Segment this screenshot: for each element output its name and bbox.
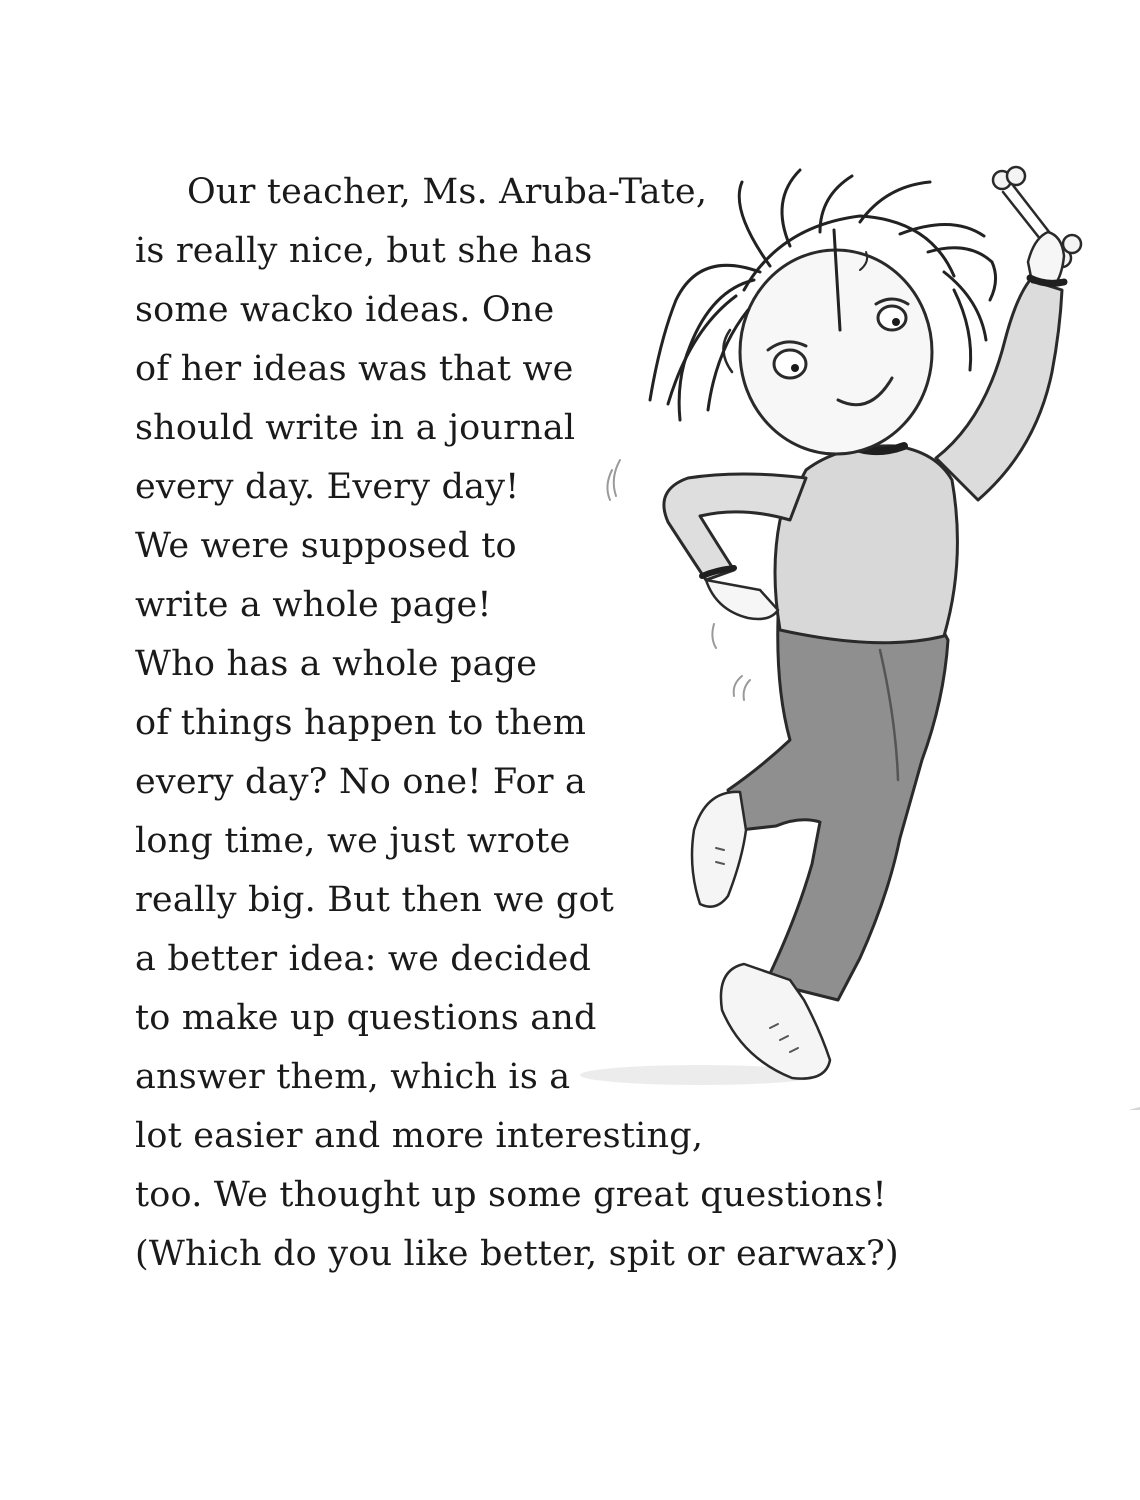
story-line: too. We thought up some great questions! bbox=[135, 1175, 887, 1215]
story-line: some wacko ideas. One bbox=[135, 290, 555, 330]
story-line: long time, we just wrote bbox=[135, 821, 571, 861]
hip-hand bbox=[706, 580, 778, 619]
story-line: a better idea: we decided bbox=[135, 939, 592, 979]
story-line: Who has a whole page bbox=[135, 644, 538, 684]
story-line: answer them, which is a bbox=[135, 1057, 571, 1097]
girl-dancing-holding-bone-icon bbox=[580, 167, 1140, 1110]
girl-dancing-illustration bbox=[560, 150, 1140, 1110]
story-line: of her ideas was that we bbox=[135, 349, 574, 389]
story-line: of things happen to them bbox=[135, 703, 587, 743]
story-line: write a whole page! bbox=[135, 585, 492, 625]
story-line: every day? No one! For a bbox=[135, 762, 587, 802]
story-line: should write in a journal bbox=[135, 408, 576, 448]
story-line: really big. But then we got bbox=[135, 880, 615, 920]
story-line: to make up questions and bbox=[135, 998, 597, 1038]
shirt bbox=[775, 446, 957, 643]
raised-arm bbox=[936, 280, 1062, 500]
pants bbox=[728, 599, 948, 1000]
story-line: lot easier and more interesting, bbox=[135, 1116, 704, 1156]
story-line: is really nice, but she has bbox=[135, 231, 593, 271]
story-line: every day. Every day! bbox=[135, 467, 520, 507]
story-line: We were supposed to bbox=[135, 526, 517, 566]
story-line: Our teacher, Ms. Aruba-Tate, bbox=[187, 172, 708, 212]
story-line: (Which do you like better, spit or earwax?) bbox=[135, 1234, 899, 1274]
